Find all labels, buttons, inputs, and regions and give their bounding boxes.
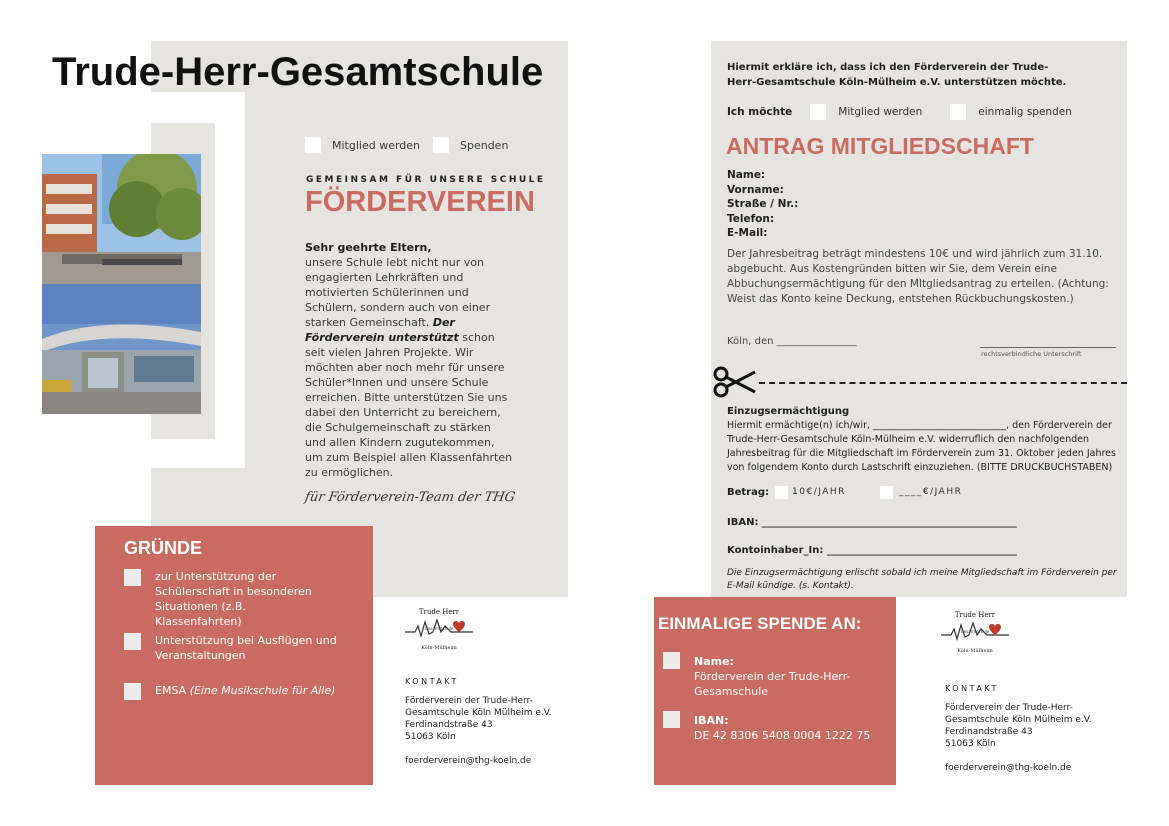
spende-iban-block	[694, 713, 894, 743]
gruende-item	[124, 633, 364, 663]
betrag-option: 10€/JAHR	[792, 487, 846, 497]
checkbox-icon[interactable]	[880, 486, 893, 499]
cut-line	[759, 382, 1127, 384]
kicker: GEMEINSAM FÜR UNSERE SCHULE	[306, 175, 546, 185]
member-fields	[727, 168, 798, 241]
checkbox-icon[interactable]	[663, 711, 680, 728]
kontoinhaber-field[interactable]: Kontoinhaber_In: ______________________________________	[727, 545, 1017, 556]
gruende-item	[124, 683, 364, 698]
checkbox-icon[interactable]	[950, 104, 966, 120]
kontakt-line: Ferdinandstraße 43	[405, 720, 493, 730]
signature: für Förderverein-Team der THG	[303, 490, 517, 505]
checkbox-icon[interactable]	[433, 137, 449, 153]
checkbox-icon[interactable]	[810, 104, 826, 120]
letter-emphasis: Der Förderverein unterstützt	[305, 316, 459, 344]
field-email[interactable]: E-Mail:	[727, 227, 768, 239]
scissors-icon	[713, 366, 757, 402]
spende-iban-label: IBAN:	[694, 714, 729, 727]
kontakt-line: Gesamtschule Köln Mülheim e.V.	[945, 715, 1092, 725]
signature-line[interactable]	[980, 347, 1116, 348]
school-photo-bottom	[42, 284, 201, 414]
gruende-item-text: Unterstützung bei Ausflügen und Veranstaltungen	[155, 634, 337, 662]
logo-text-mid: Gesamtschule	[960, 629, 990, 634]
kontakt-block	[405, 676, 565, 767]
iban-field[interactable]: IBAN: ___________________________________________________	[727, 517, 1017, 528]
intro-text: Hiermit erkläre ich, dass ich den Förderverein der Trude-Herr-Gesamtschule Köln-Mülheim e.V. unterstützen möchte.	[727, 62, 1067, 88]
gruende-item-text: EMSA	[155, 684, 187, 697]
left-option-member[interactable]	[305, 136, 420, 154]
field-vorname[interactable]: Vorname:	[727, 183, 784, 196]
letter-text-1: unsere Schule lebt nicht nur von engagierten Lehrkräften und motivierten Schülerinnen und Schülern, sondern auch von einer starken Gemeinschaft.	[305, 256, 491, 329]
checkbox-icon[interactable]	[124, 569, 141, 586]
kontakt-line: 51063 Köln	[945, 739, 996, 749]
field-strasse[interactable]: Straße / Nr.:	[727, 198, 799, 210]
letter-greeting: Sehr geehrte Eltern,	[305, 241, 432, 254]
kontakt-line: Förderverein der Trude-Herr-	[405, 696, 533, 706]
kontakt-email[interactable]: foerderverein@thg-koeln.de	[945, 763, 1072, 773]
option-label: Mitglied werden	[332, 138, 421, 152]
school-logo	[941, 611, 1009, 661]
gruende-title: GRÜNDE	[124, 538, 203, 558]
left-option-donate[interactable]	[433, 136, 508, 154]
option-label: Spenden	[460, 138, 509, 152]
signature-caption: rechtsverbindliche Unterschrift	[981, 350, 1082, 358]
ich-moechte-row	[727, 102, 1072, 122]
logo-text-bottom: Köln-Mülheim	[421, 645, 457, 651]
checkbox-icon[interactable]	[305, 137, 321, 153]
betrag-label: Betrag:	[727, 486, 770, 498]
logo-text-mid: Gesamtschule	[424, 626, 454, 631]
kontakt-line: 51063 Köln	[405, 732, 456, 742]
spende-name-block	[694, 654, 884, 699]
checkbox-icon[interactable]	[124, 683, 141, 700]
kontakt-label: KONTAKT	[945, 684, 999, 693]
school-photo-top	[42, 154, 201, 284]
gruende-item-text: zur Unterstützung der Schülerschaft in besonderen Situationen (z.B. Klassenfahrten)	[155, 570, 312, 628]
ort-datum-line[interactable]: Köln, den ________________	[727, 336, 857, 347]
betrag-row	[727, 484, 962, 500]
erlischt-note: Die Einzugsermächtigung erlischt sobald ich meine Mitgliedschaft im Förderverein per E-Mail kündige. (s. Kontakt).	[727, 568, 1117, 591]
spende-title: EINMALIGE SPENDE AN:	[658, 614, 862, 633]
gruende-item	[124, 569, 364, 629]
field-telefon[interactable]: Telefon:	[727, 212, 775, 225]
logo-text-bottom: Köln-Mülheim	[957, 648, 993, 654]
kontakt-line: Ferdinandstraße 43	[945, 727, 1033, 737]
field-name[interactable]: Name:	[727, 169, 766, 181]
checkbox-icon[interactable]	[124, 633, 141, 650]
kontakt-email[interactable]: foerderverein@thg-koeln.de	[405, 756, 532, 766]
ich-moechte-label: Ich möchte	[727, 106, 793, 118]
kontakt-line: Gesamtschule Köln Mülheim e.V.	[405, 708, 552, 718]
kontakt-block	[945, 683, 1115, 774]
logo-text-top: Trude Herr	[418, 608, 460, 616]
gruende-item-emph: (Eine Musikschule für Alle)	[189, 684, 336, 697]
option-label: einmalig spenden	[978, 106, 1072, 118]
letter-body	[305, 240, 515, 480]
school-title: Trude-Herr-Gesamtschule	[52, 50, 544, 94]
foerderverein-heading: FÖRDERVEREIN	[305, 186, 535, 218]
letter-text-2: schon seit vielen Jahren Projekte. Wir möchten aber noch mehr für unsere Schüler*Innen und unsere Schule erreichen. Bitte unterstützen Sie uns dabei den Unterricht zu bereichern, die Schulgemeinschaft zu stärken und allen Kindern zugutekommen, um zum Beispiel allen Klassenfahrten zu ermöglichen.	[305, 331, 513, 479]
checkbox-icon[interactable]	[663, 652, 680, 669]
einzug-title: Einzugsermächtigung	[727, 406, 850, 417]
spende-name-value: Förderverein der Trude-Herr-Gesamschule	[694, 670, 851, 698]
option-label: Mitglied werden	[838, 106, 923, 118]
right-grey-panel	[711, 41, 1127, 597]
checkbox-icon[interactable]	[775, 486, 788, 499]
einzug-text: Hiermit ermächtige(n) ich/wir, ____________________________, den Förderverein der Trude-Herr-Gesamtschule Köln-Mülheim e.V. widerruflich den nachfolgenden Jahresbeitrag für die Mitgliedschaft im Förderverein zum 31. Oktober jeden Jahres von folgendem Konto durch Lastschrift einzuziehen. (BITTE DRUCKBUCHSTABEN)	[727, 420, 1116, 473]
beitrag-text: Der Jahresbeitrag beträgt mindestens 10€ und wird jährlich zum 31.10. abgebucht. Aus Kostengründen bitten wir Sie, dem Verein eine Abbuchungsermächtigung für den MItgliedsantrag zu erteilen. (Achtung: Weist das Konto keine Deckung, entstehen Rückbuchungskosten.)	[727, 248, 1109, 305]
betrag-option: ____€/JAHR	[898, 487, 963, 497]
logo-text-top: Trude Herr	[954, 611, 996, 619]
kontakt-line: Förderverein der Trude-Herr-	[945, 703, 1073, 713]
spende-name-label: Name:	[694, 655, 734, 668]
kontakt-label: KONTAKT	[405, 677, 459, 686]
school-logo	[405, 608, 473, 658]
spende-iban-value: DE 42 8306 5408 0004 1222 75	[694, 729, 871, 742]
antrag-title: ANTRAG MITGLIEDSCHAFT	[726, 133, 1034, 159]
